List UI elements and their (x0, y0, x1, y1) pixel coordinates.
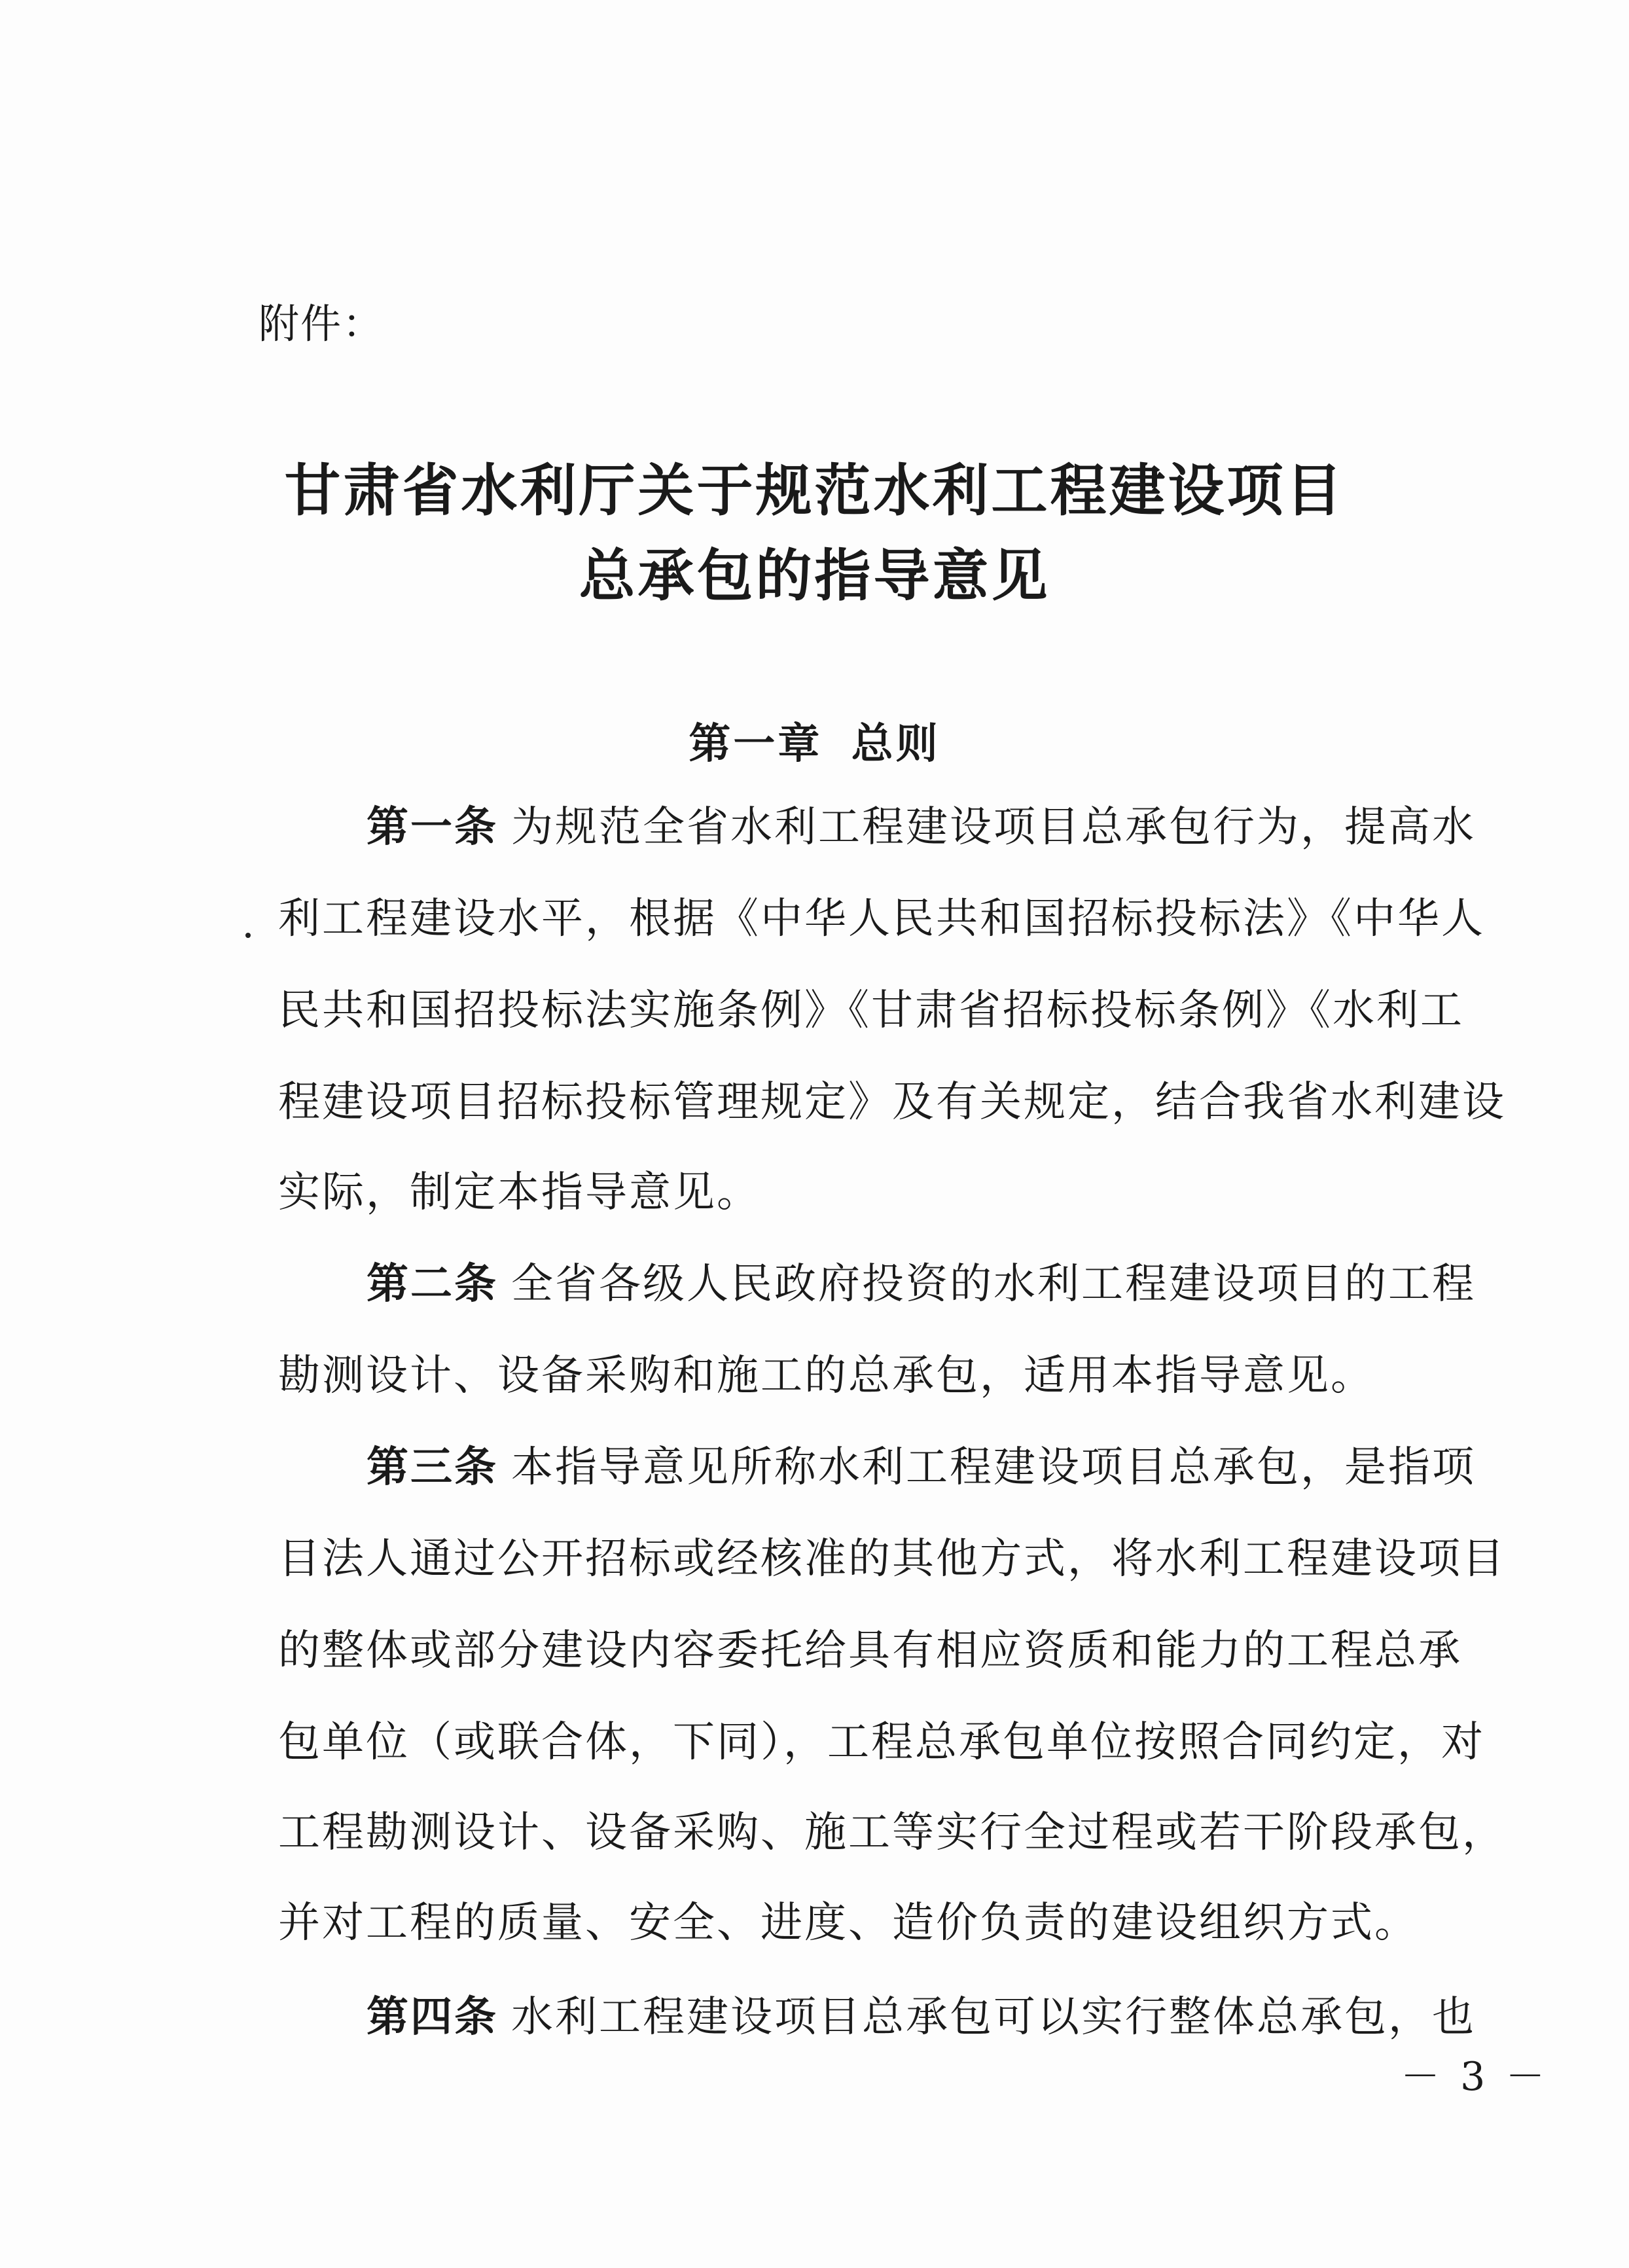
scan-speck (245, 933, 251, 938)
article-4-label: 第四条 (367, 1993, 498, 2042)
article-1-line-5: 实际，制定本指导意见。 (278, 1168, 761, 1217)
article-4-line-1 (367, 1993, 1476, 2042)
attachment-label: 附件： (259, 300, 385, 348)
article-4-text-1: 水利工程建设项目总承包可以实行整体总承包，也 (511, 1993, 1476, 2042)
article-2-line-1 (367, 1260, 1476, 1308)
article-2-label: 第二条 (367, 1260, 498, 1308)
document-title-line-2: 总承包的指导意见 (579, 543, 1050, 609)
article-1-label: 第一条 (367, 803, 498, 852)
article-3-line-5: 工程勘测设计、设备采购、施工等实行全过程或若干阶段承包， (278, 1809, 1506, 1857)
article-2-text-1: 全省各级人民政府投资的水利工程建设项目的工程 (511, 1260, 1476, 1308)
article-3-line-1 (367, 1443, 1476, 1492)
article-1-line-2: 利工程建设水平，根据《中华人民共和国招标投标法》《中华人 (278, 895, 1485, 943)
article-2-line-2: 勘测设计、设备采购和施工的总承包，适用本指导意见。 (278, 1352, 1374, 1400)
article-1-line-3: 民共和国招投标法实施条例》《甘肃省招标投标条例》《水利工 (278, 986, 1464, 1035)
article-1-text-1: 为规范全省水利工程建设项目总承包行为，提高水 (511, 803, 1476, 852)
article-3-line-4: 包单位（或联合体，下同），工程总承包单位按照合同约定，对 (278, 1718, 1485, 1767)
page-number: － 3 － (1401, 2054, 1549, 2100)
article-3-label: 第三条 (367, 1443, 498, 1492)
document-title-line-1: 甘肃省水利厅关于规范水利工程建设项目 (284, 458, 1345, 524)
chapter-heading: 第一章 总则 (689, 720, 940, 768)
article-3-line-3: 的整体或部分建设内容委托给具有相应资质和能力的工程总承 (278, 1627, 1462, 1675)
article-3-text-1: 本指导意见所称水利工程建设项目总承包，是指项 (511, 1443, 1476, 1492)
article-3-line-2: 目法人通过公开招标或经核准的其他方式，将水利工程建设项目 (278, 1535, 1506, 1583)
article-1-line-4: 程建设项目招标投标管理规定》及有关规定，结合我省水利建设 (278, 1078, 1506, 1126)
article-3-line-6: 并对工程的质量、安全、进度、造价负责的建设组织方式。 (278, 1899, 1418, 1947)
article-1-line-1 (367, 803, 1476, 852)
